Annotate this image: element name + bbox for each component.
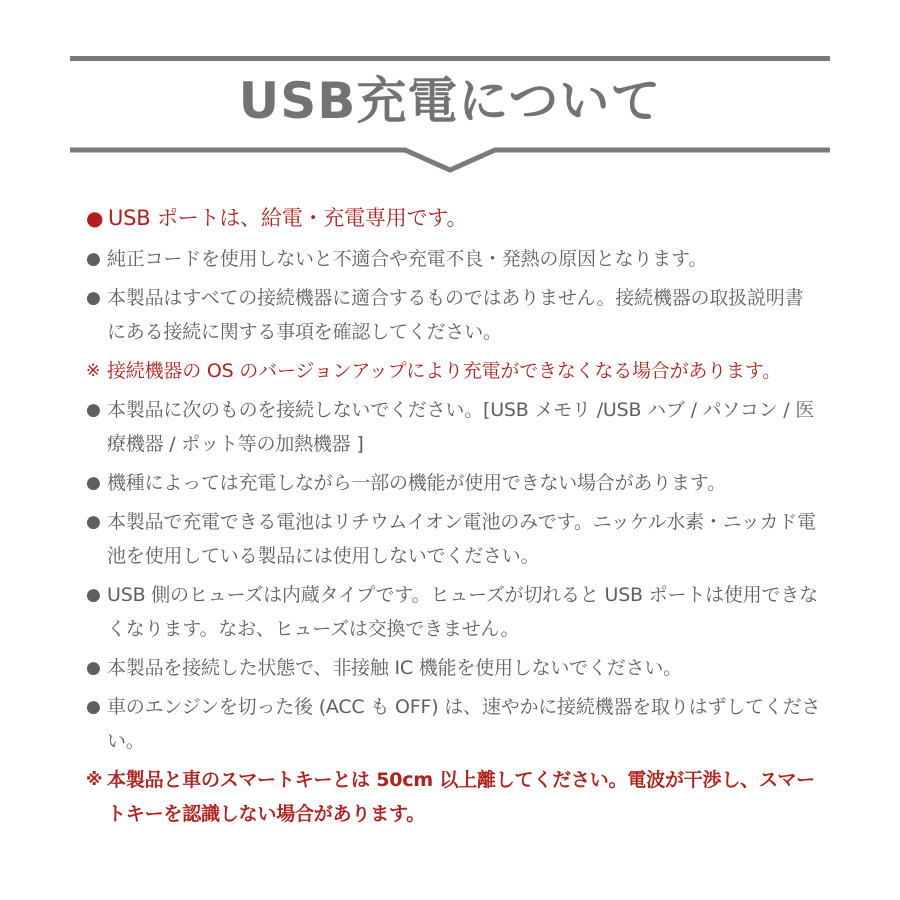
bullet-mark: ●	[86, 658, 101, 678]
note-text: 本製品と車のスマートキーとは 50cm 以上離してください。電波が干渉し、スマートキーを認識しない場合があります。	[107, 769, 815, 825]
bullet-mark: ●	[86, 288, 101, 308]
note-os-update-warning	[86, 354, 822, 388]
note-text: USB 側のヒューズは内蔵タイプです。ヒューズが切れると USB ポートは使用できなくなります。なお、ヒューズは交換できません。	[107, 584, 818, 640]
note-text: 純正コードを使用しないと不適合や充電不良・発熱の原因となります。	[107, 248, 708, 270]
note-battery-type	[86, 505, 822, 573]
bullet-mark: ●	[86, 249, 101, 269]
bullet-mark: ●	[86, 206, 104, 230]
note-text: 接続機器の OS のバージョンアップにより充電ができなくなる場合があります。	[107, 360, 781, 382]
bullet-mark: ●	[86, 400, 101, 420]
note-text: 本製品を接続した状態で、非接触 IC 機能を使用しないでください。	[107, 657, 682, 679]
note-fuse	[86, 578, 822, 646]
note-text: 機種によっては充電しながら一部の機能が使用できない場合があります。	[107, 472, 726, 494]
bullet-mark: ●	[86, 473, 101, 493]
note-usb-port-purpose	[86, 199, 822, 237]
note-text: 本製品はすべての接続機器に適合するものではありません。接続機器の取扱説明書にある接続に関する事項を確認してください。	[107, 287, 804, 343]
usb-charging-notes-list	[86, 199, 822, 836]
note-prohibited-devices	[86, 393, 822, 461]
header-bottom-rule-arrow	[70, 142, 830, 178]
note-text: 車のエンジンを切った後 (ACC も OFF) は、速やかに接続機器を取りはずしてください。	[107, 696, 821, 752]
note-smart-key-warning	[86, 763, 822, 831]
bullet-mark: ●	[86, 585, 101, 605]
page-title: USB充電について	[238, 72, 662, 130]
note-engine-off	[86, 690, 822, 758]
note-function-limits	[86, 466, 822, 500]
reference-mark: ※	[86, 361, 101, 381]
note-genuine-cord	[86, 242, 822, 276]
note-text: 本製品で充電できる電池はリチウムイオン電池のみです。ニッケル水素・ニッカド電池を使用している製品には使用しないでください。	[107, 511, 816, 567]
reference-mark: ※	[86, 770, 103, 790]
note-text: USB ポートは、給電・充電専用です。	[108, 206, 468, 230]
note-contactless-ic	[86, 651, 822, 685]
bullet-mark: ●	[86, 697, 101, 717]
bullet-mark: ●	[86, 512, 101, 532]
header-top-rule	[70, 56, 830, 61]
note-device-compatibility	[86, 281, 822, 349]
note-text: 本製品に次のものを接続しないでください。[USB メモリ /USB ハブ / パソコン / 医療機器 / ポット等の加熱機器 ]	[107, 399, 815, 455]
